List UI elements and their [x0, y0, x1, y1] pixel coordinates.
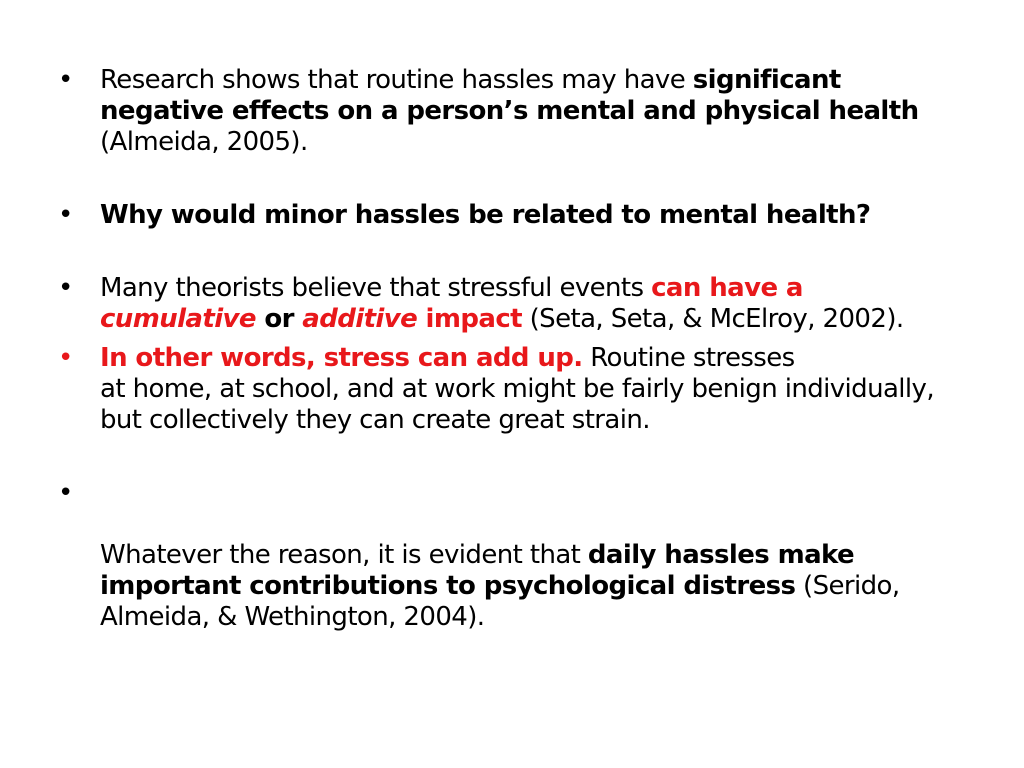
bullet-list	[58, 65, 958, 633]
bullet-item-research	[58, 65, 958, 158]
bullet-marker: •	[58, 65, 73, 95]
bullet-item-question	[58, 200, 958, 231]
bullet-text-red: can have a	[651, 273, 803, 303]
bullet-text-red-italic: cumulative	[100, 304, 256, 334]
bullet-marker: •	[58, 200, 73, 230]
bullet-text-red: impact	[417, 304, 522, 334]
bullet-text-red: In other words, stress can add up.	[100, 343, 583, 373]
bullet-marker: •	[58, 273, 73, 303]
bullet-text: (Almeida, 2005).	[100, 127, 308, 157]
bullet-text-bold: or	[255, 304, 303, 334]
bullet-item-theorists	[58, 273, 958, 335]
bullet-marker: •	[58, 343, 73, 373]
bullet-text: (Serido, Almeida, & Wethington, 2004).	[100, 571, 900, 632]
bullet-text-bold: significant negative effects on a person’s mental and physical health	[100, 65, 919, 126]
bullet-text-bold: Why would minor hassles be related to mental health?	[100, 200, 871, 230]
bullet-item-add-up	[58, 343, 958, 436]
bullet-text: Research shows that routine hassles may have	[100, 65, 693, 95]
bullet-text: Whatever the reason, it is evident that	[100, 540, 588, 570]
bullet-item-conclusion	[58, 478, 958, 633]
bullet-text: at home, at school, and at work might be fairly benign individually, but collectively they can create great strain.	[100, 374, 934, 435]
bullet-text: (Seta, Seta, & McElroy, 2002).	[521, 304, 904, 334]
bullet-marker: •	[58, 478, 73, 508]
bullet-text: Many theorists believe that stressful events	[100, 273, 652, 303]
bullet-text: Routine stresses	[582, 343, 795, 373]
bullet-text-bold: daily hassles make important contributions to psychological distress	[100, 540, 855, 601]
bullet-text-red-italic: additive	[302, 304, 418, 334]
